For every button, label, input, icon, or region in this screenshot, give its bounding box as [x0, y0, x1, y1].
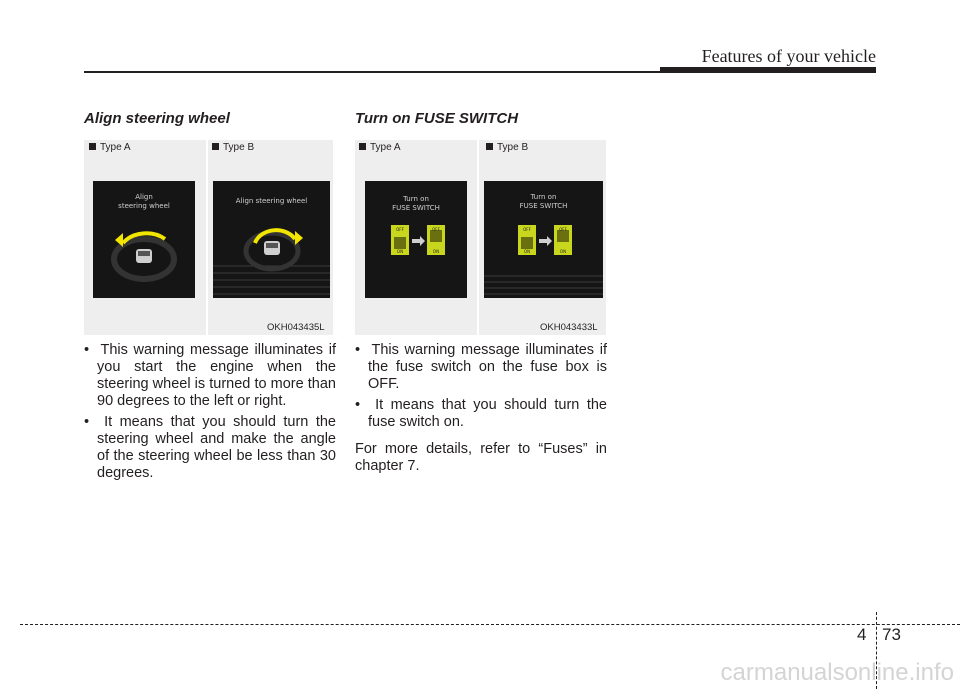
screen-text-line1: Align — [135, 193, 153, 201]
steering-road-icon — [213, 181, 330, 298]
switch-off-label: OFF — [559, 227, 567, 232]
bullet-item: • This warning message illuminates if the fuse switch on the fuse box is OFF. — [355, 342, 607, 392]
cluster-screen-steering-b — [213, 181, 330, 298]
section-body-steering — [84, 342, 336, 486]
bullet-text: This warning message illuminates if you start the engine when the steering wheel is turned to more than 90 degrees to the left or right. — [97, 342, 336, 409]
cluster-screen-fuse-b — [484, 181, 603, 298]
screen-text-line1: Turn on — [403, 195, 429, 203]
header-rule — [84, 71, 660, 73]
switch-off-label: OFF — [396, 227, 404, 232]
type-b-label — [212, 142, 254, 153]
type-b-text: Type B — [497, 142, 529, 153]
bullet-text: It means that you should turn the steering wheel and make the angle of the steering wheel be less than 30 degrees. — [97, 414, 337, 481]
type-a-label — [359, 142, 401, 153]
image-code: OKH043433L — [540, 322, 598, 333]
header-rule-thick — [660, 67, 876, 73]
type-b-label — [486, 142, 528, 153]
fuse-switch-icon — [484, 181, 603, 298]
footer-dashed-rule — [20, 624, 960, 625]
cluster-screen-steering-a — [93, 181, 195, 298]
bullet-item: • This warning message illuminates if you start the engine when the steering wheel is turned to more than 90 degrees to the left or right. — [84, 342, 336, 409]
section-title-fuse-switch: Turn on FUSE SWITCH — [355, 110, 519, 127]
running-header-title: Features of your vehicle — [701, 46, 876, 66]
steering-car-icon — [93, 181, 195, 298]
type-a-text: Type A — [100, 142, 131, 153]
reference-paragraph: For more details, refer to “Fuses” in chapter 7. — [355, 441, 607, 474]
switch-on-label: ON — [523, 249, 531, 254]
switch-off-label: OFF — [432, 227, 440, 232]
image-code: OKH043435L — [267, 322, 325, 333]
section-body-fuse — [355, 342, 607, 475]
switch-on-label: ON — [559, 249, 567, 254]
chapter-number: 4 — [857, 625, 867, 644]
type-b-text: Type B — [223, 142, 255, 153]
section-title-align-steering: Align steering wheel — [84, 110, 230, 127]
switch-on-label: ON — [396, 249, 404, 254]
screen-text-line2: FUSE SWITCH — [519, 202, 568, 210]
screen-text-line2: FUSE SWITCH — [392, 204, 440, 212]
bullet-text: It means that you should turn the fuse switch on. — [368, 397, 608, 430]
fuse-switch-icon — [365, 181, 467, 298]
screen-text-line2: steering wheel — [118, 202, 170, 210]
bullet-text: This warning message illuminates if the fuse switch on the fuse box is OFF. — [368, 342, 607, 392]
screen-text-line1: Turn on — [530, 193, 557, 201]
switch-on-label: ON — [432, 249, 440, 254]
switch-off-label: OFF — [523, 227, 531, 232]
type-a-label — [89, 142, 131, 153]
type-a-text: Type A — [370, 142, 401, 153]
cluster-screen-fuse-a — [365, 181, 467, 298]
bullet-item: • It means that you should turn the steering wheel and make the angle of the steering wheel be less than 30 degrees. — [84, 414, 337, 481]
screen-text-line1: Align steering wheel — [235, 197, 308, 205]
watermark: carmanualsonline.info — [720, 659, 954, 686]
page-number: 73 — [882, 625, 901, 644]
bullet-item: • It means that you should turn the fuse switch on. — [355, 397, 608, 430]
